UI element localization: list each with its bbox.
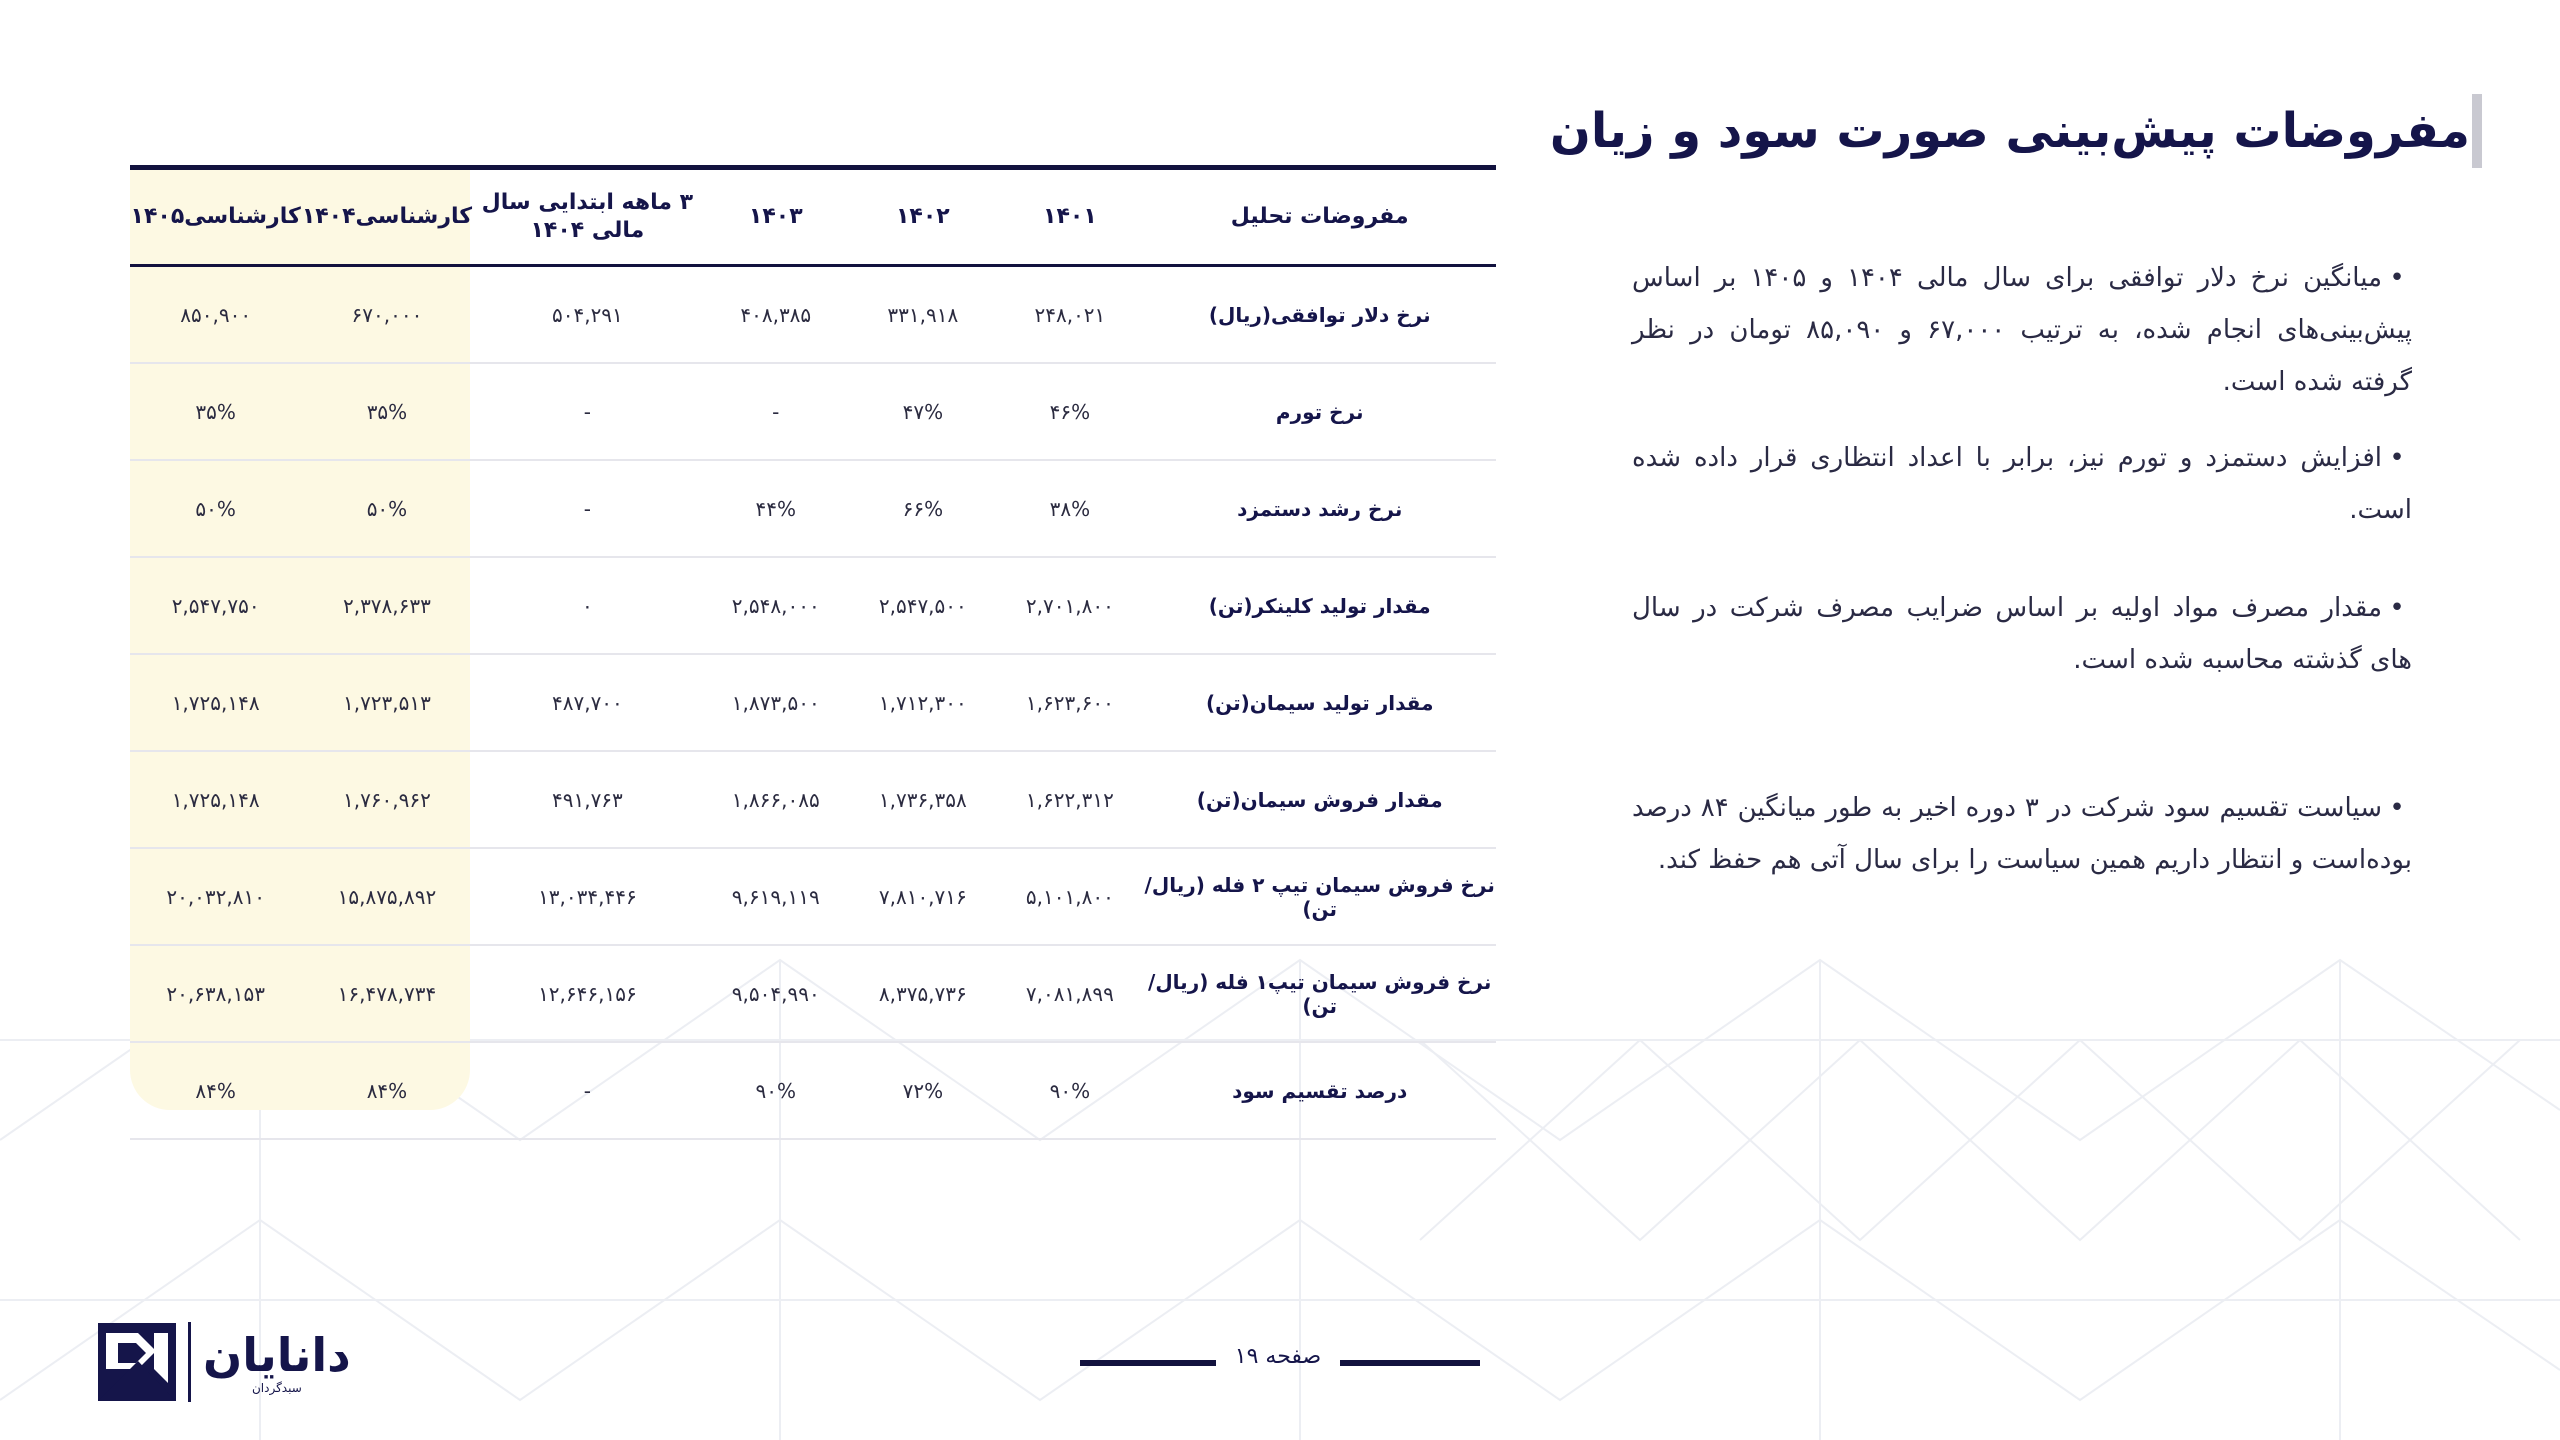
- note-raw-materials: [1632, 582, 2412, 686]
- cell-y1401: ۱,۶۲۳,۶۰۰: [996, 654, 1143, 751]
- cell-q1404: ۱۲,۶۴۶,۱۵۶: [473, 945, 703, 1042]
- cell-y1402: ۱,۷۱۲,۳۰۰: [849, 654, 996, 751]
- bullet-icon: •: [2389, 793, 2405, 823]
- note-text: میانگین نرخ دلار توافقی برای سال مالی ۱۴۰۴ و ۱۴۰۵ بر اساس پیش‌بینی‌های انجام شده، به ترتیب ۶۷,۰۰۰ و ۸۵,۰۹۰ تومان در نظر گرفته شده است.: [1632, 263, 2413, 397]
- table-row: [130, 1042, 1496, 1139]
- table-row: [130, 460, 1496, 557]
- header-1401: ۱۴۰۱: [996, 170, 1143, 266]
- cell-e1404: ۱۵,۸۷۵,۸۹۲: [301, 848, 472, 945]
- cell-e1404: ۱,۷۲۳,۵۱۳: [301, 654, 472, 751]
- cell-y1402: ۱,۷۳۶,۳۵۸: [849, 751, 996, 848]
- logo-mark-icon: [98, 1323, 176, 1401]
- cell-e1404: ۸۴%: [301, 1042, 472, 1139]
- row-label: نرخ فروش سیمان تیپ ۲ فله (ریال/ تن): [1143, 848, 1496, 945]
- header-1402: ۱۴۰۲: [849, 170, 996, 266]
- cell-e1404: ۳۵%: [301, 363, 472, 460]
- cell-y1401: ۳۸%: [996, 460, 1143, 557]
- assumptions-table-area: [130, 165, 1496, 1115]
- cell-y1403: ۴۴%: [702, 460, 849, 557]
- row-label: درصد تقسیم سود: [1143, 1042, 1496, 1139]
- cell-y1402: ۸,۳۷۵,۷۳۶: [849, 945, 996, 1042]
- row-label: نرخ دلار توافقی(ریال): [1143, 266, 1496, 364]
- cell-e1405: ۱,۷۲۵,۱۴۸: [130, 654, 301, 751]
- row-label: نرخ فروش سیمان تیپ۱ فله (ریال/ تن): [1143, 945, 1496, 1042]
- company-logo: [98, 1322, 351, 1402]
- header-label: مفروضات تحلیل: [1143, 170, 1496, 266]
- cell-y1403: -: [702, 363, 849, 460]
- cell-y1401: ۲۴۸,۰۲۱: [996, 266, 1143, 364]
- bullet-icon: •: [2389, 443, 2405, 473]
- cell-e1405: ۲۰,۶۳۸,۱۵۳: [130, 945, 301, 1042]
- cell-e1404: ۵۰%: [301, 460, 472, 557]
- cell-e1405: ۸۵۰,۹۰۰: [130, 266, 301, 364]
- cell-q1404: ۵۰۴,۲۹۱: [473, 266, 703, 364]
- cell-y1402: ۲,۵۴۷,۵۰۰: [849, 557, 996, 654]
- header-q1404: ۳ ماهه ابتدایی سال مالی ۱۴۰۴: [473, 170, 703, 266]
- logo-wordmark: [203, 1329, 351, 1395]
- cell-q1404: -: [473, 363, 703, 460]
- cell-y1402: ۶۶%: [849, 460, 996, 557]
- page-title-block: [1550, 94, 2470, 168]
- cell-e1404: ۲,۳۷۸,۶۳۳: [301, 557, 472, 654]
- cell-e1404: ۶۷۰,۰۰۰: [301, 266, 472, 364]
- cell-q1404: ۴۸۷,۷۰۰: [473, 654, 703, 751]
- cell-e1405: ۱,۷۲۵,۱۴۸: [130, 751, 301, 848]
- cell-y1402: ۷۲%: [849, 1042, 996, 1139]
- table-row: [130, 557, 1496, 654]
- title-accent-bar: [2472, 94, 2482, 168]
- cell-e1405: ۳۵%: [130, 363, 301, 460]
- cell-y1402: ۷,۸۱۰,۷۱۶: [849, 848, 996, 945]
- page-title: مفروضات پیش‌بینی صورت سود و زیان: [1549, 103, 2470, 159]
- note-dollar-rate: [1632, 252, 2412, 408]
- cell-y1402: ۴۷%: [849, 363, 996, 460]
- cell-y1401: ۷,۰۸۱,۸۹۹: [996, 945, 1143, 1042]
- cell-y1403: ۹,۶۱۹,۱۱۹: [702, 848, 849, 945]
- note-text: مقدار مصرف مواد اولیه بر اساس ضرایب مصرف شرکت در سال های گذشته محاسبه شده است.: [1632, 593, 2412, 675]
- header-e1404: کارشناسی۱۴۰۴: [301, 170, 472, 266]
- logo-name: دانایان: [203, 1328, 351, 1382]
- page-number: صفحه ۱۹: [1234, 1344, 1322, 1369]
- cell-e1405: ۸۴%: [130, 1042, 301, 1139]
- logo-separator: [188, 1322, 191, 1402]
- cell-q1404: ۴۹۱,۷۶۳: [473, 751, 703, 848]
- header-e1405: کارشناسی۱۴۰۵: [130, 170, 301, 266]
- cell-y1401: ۹۰%: [996, 1042, 1143, 1139]
- cell-e1404: ۱,۷۶۰,۹۶۲: [301, 751, 472, 848]
- cell-e1404: ۱۶,۴۷۸,۷۳۴: [301, 945, 472, 1042]
- cell-y1401: ۱,۶۲۲,۳۱۲: [996, 751, 1143, 848]
- logo-subtitle: سبدگردان: [251, 1381, 302, 1395]
- cell-y1401: ۲,۷۰۱,۸۰۰: [996, 557, 1143, 654]
- cell-y1403: ۱,۸۷۳,۵۰۰: [702, 654, 849, 751]
- note-wages-inflation: [1632, 432, 2412, 536]
- footer-rule-left: [1080, 1360, 1216, 1366]
- row-label: نرخ رشد دستمزد: [1143, 460, 1496, 557]
- cell-q1404: -: [473, 460, 703, 557]
- row-label: مقدار تولید کلینکر(تن): [1143, 557, 1496, 654]
- bullet-icon: •: [2389, 593, 2405, 623]
- table-row: [130, 266, 1496, 364]
- table-row: [130, 363, 1496, 460]
- cell-q1404: -: [473, 1042, 703, 1139]
- cell-e1405: ۲,۵۴۷,۷۵۰: [130, 557, 301, 654]
- cell-y1401: ۴۶%: [996, 363, 1143, 460]
- footer-rule-right: [1340, 1360, 1480, 1366]
- row-label: مقدار فروش سیمان(تن): [1143, 751, 1496, 848]
- note-text: افزایش دستمزد و تورم نیز، برابر با اعداد انتظاری قرار داده شده است.: [1632, 443, 2412, 525]
- note-dividend-policy: [1632, 782, 2412, 886]
- table-row: [130, 945, 1496, 1042]
- table-row: [130, 654, 1496, 751]
- row-label: مقدار تولید سیمان(تن): [1143, 654, 1496, 751]
- cell-q1404: ۰: [473, 557, 703, 654]
- cell-y1403: ۴۰۸,۳۸۵: [702, 266, 849, 364]
- cell-q1404: ۱۳,۰۳۴,۴۴۶: [473, 848, 703, 945]
- cell-y1403: ۱,۸۶۶,۰۸۵: [702, 751, 849, 848]
- bullet-icon: •: [2389, 263, 2405, 293]
- table-header-row: [130, 170, 1496, 266]
- table-row: [130, 751, 1496, 848]
- cell-y1401: ۵,۱۰۱,۸۰۰: [996, 848, 1143, 945]
- table-row: [130, 848, 1496, 945]
- cell-e1405: ۵۰%: [130, 460, 301, 557]
- cell-y1403: ۹,۵۰۴,۹۹۰: [702, 945, 849, 1042]
- cell-e1405: ۲۰,۰۳۲,۸۱۰: [130, 848, 301, 945]
- cell-y1402: ۳۳۱,۹۱۸: [849, 266, 996, 364]
- header-1403: ۱۴۰۳: [702, 170, 849, 266]
- cell-y1403: ۲,۵۴۸,۰۰۰: [702, 557, 849, 654]
- row-label: نرخ تورم: [1143, 363, 1496, 460]
- note-text: سیاست تقسیم سود شرکت در ۳ دوره اخیر به طور میانگین ۸۴ درصد بوده‌است و انتظار داریم همین سیاست را برای سال آتی هم حفظ کند.: [1632, 793, 2412, 875]
- cell-y1403: ۹۰%: [702, 1042, 849, 1139]
- assumptions-table: [130, 170, 1496, 1140]
